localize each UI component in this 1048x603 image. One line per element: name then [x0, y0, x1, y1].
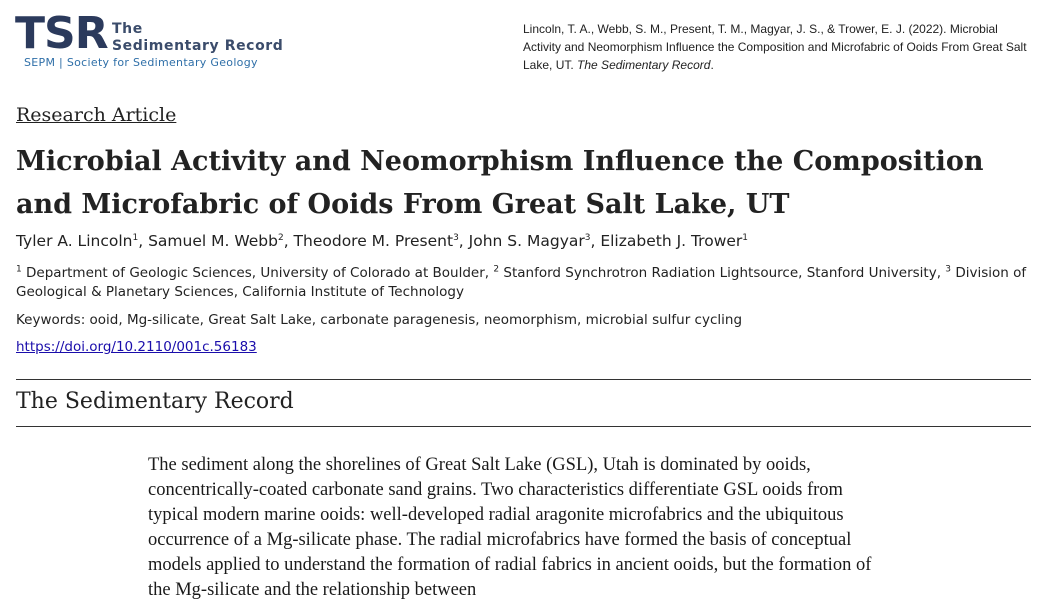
- citation-end: .: [710, 58, 714, 72]
- author-separator: ,: [138, 232, 149, 250]
- article-title: Microbial Activity and Neomorphism Influence the Composition and Microfabric of Ooids From Great Salt Lake, UT: [16, 146, 984, 220]
- author-affiliation-marker: 1: [132, 232, 139, 243]
- author-list: [16, 232, 1036, 250]
- affiliation-text: Stanford Synchrotron Radiation Lightsource, Stanford University,: [499, 265, 946, 281]
- author-affiliation-marker: 3: [453, 232, 459, 243]
- logo-mark: TSR: [15, 8, 108, 59]
- author-name: Tyler A. Lincoln: [16, 232, 133, 250]
- journal-logo[interactable]: [15, 8, 305, 74]
- citation: [523, 20, 1033, 74]
- author-separator: ,: [458, 232, 469, 250]
- divider-top: [16, 379, 1031, 380]
- affiliation-text: Department of Geologic Sciences, University of Colorado at Boulder,: [21, 265, 494, 281]
- author-separator: ,: [590, 232, 601, 250]
- author-name: Samuel M. Webb: [148, 232, 278, 250]
- divider-bottom: [16, 426, 1031, 427]
- author-affiliation-marker: 1: [742, 232, 749, 243]
- citation-text: Lincoln, T. A., Webb, S. M., Present, T. M., Magyar, J. S., & Trower, E. J. (2022). Microbial Activity and Neomorphism Influence the Composition and Microfabric of Ooids From Great Salt Lake, UT.: [523, 22, 1027, 72]
- author-separator: ,: [283, 232, 294, 250]
- affiliation-number: 2: [493, 264, 500, 275]
- affiliations: [16, 264, 1036, 302]
- author-name: Theodore M. Present: [293, 232, 454, 250]
- author-affiliation-marker: 2: [277, 232, 284, 243]
- author-name: John S. Magyar: [468, 232, 585, 250]
- author-name: Elizabeth J. Trower: [600, 232, 743, 250]
- logo-society: SEPM | Society for Sedimentary Geology: [24, 56, 258, 69]
- affiliation-number: 3: [945, 264, 952, 275]
- logo-line-2: Sedimentary Record: [112, 38, 284, 54]
- abstract-text: The sediment along the shorelines of Great Salt Lake (GSL), Utah is dominated by ooids, concentrically-coated carbonate sand grains. Two characteristics differentiate GSL ooids from typical modern marine ooids: well-developed radial aragonite microfabrics and the ubiquitous occurrence of a Mg-silicate phase. The radial microfabrics have formed the basis of conceptual models applied to understand the formation of radial fabrics in ancient ooids, but the formation of the Mg-silicate and the relationship between: [148, 455, 872, 600]
- citation-journal: The Sedimentary Record: [577, 58, 711, 72]
- doi-link[interactable]: https://doi.org/10.2110/001c.56183: [16, 339, 257, 355]
- affiliation-text: Division of Geological & Planetary Sciences, California Institute of Technology: [16, 265, 1027, 300]
- logo-line-1: The: [112, 21, 143, 37]
- keywords: Keywords: ooid, Mg-silicate, Great Salt Lake, carbonate paragenesis, neomorphism, microbial sulfur cycling: [16, 312, 743, 328]
- article-type-label: Research Article: [16, 104, 177, 126]
- affiliation-number: 1: [16, 264, 22, 275]
- author-affiliation-marker: 3: [584, 232, 591, 243]
- journal-heading: The Sedimentary Record: [16, 389, 294, 414]
